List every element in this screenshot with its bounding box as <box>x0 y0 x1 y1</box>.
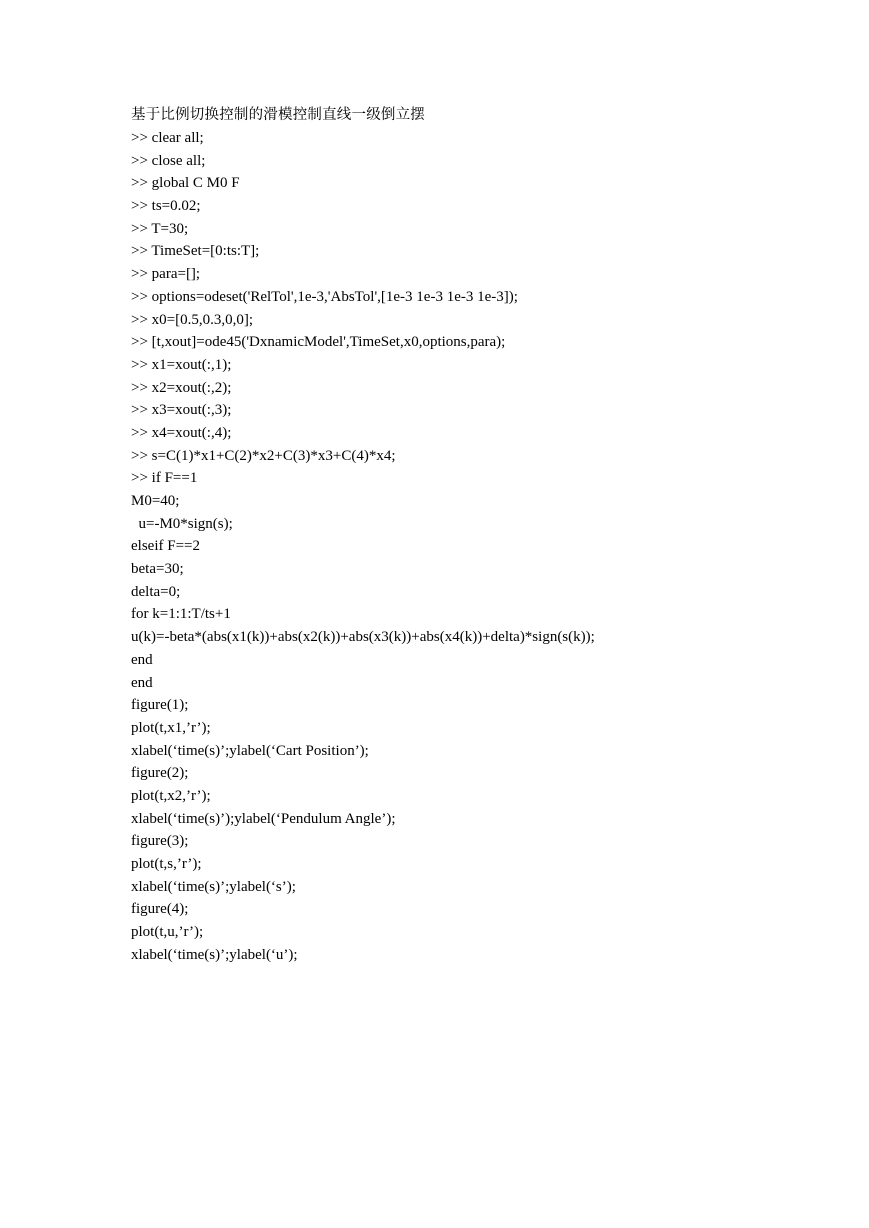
code-line: end <box>131 651 153 668</box>
code-line: figure(3); <box>131 833 189 850</box>
code-line: u(k)=-beta*(abs(x1(k))+abs(x2(k))+abs(x3(k))+abs(x4(k))+delta)*sign(s(k)); <box>131 629 595 646</box>
code-line: xlabel(‘time(s)’);ylabel(‘Pendulum Angle’); <box>131 810 396 827</box>
code-line: >> x2=xout(:,2); <box>131 379 232 396</box>
code-listing <box>131 127 851 966</box>
code-line: >> global C M0 F <box>131 175 240 192</box>
code-line: M0=40; <box>131 493 180 509</box>
code-line: >> x4=xout(:,4); <box>131 424 232 441</box>
code-line: plot(t,s,’r’); <box>131 856 202 872</box>
document-body <box>131 104 851 966</box>
code-line: >> ts=0.02; <box>131 198 201 215</box>
code-line: delta=0; <box>131 583 181 600</box>
code-line: >> x0=[0.5,0.3,0,0]; <box>131 311 254 328</box>
code-line: for k=1:1:T/ts+1 <box>131 606 231 623</box>
code-line: elseif F==2 <box>131 538 200 555</box>
code-line: plot(t,u,’r’); <box>131 924 204 941</box>
code-line: xlabel(‘time(s)’;ylabel(‘Cart Position’); <box>131 742 369 759</box>
code-line: >> TimeSet=[0:ts:T]; <box>131 243 260 260</box>
code-line: plot(t,x2,’r’); <box>131 787 211 804</box>
code-line: >> if F==1 <box>131 470 198 487</box>
code-line: >> x1=xout(:,1); <box>131 356 232 373</box>
code-line: end <box>131 674 153 691</box>
code-line: >> s=C(1)*x1+C(2)*x2+C(3)*x3+C(4)*x4; <box>131 447 396 464</box>
code-line: xlabel(‘time(s)’;ylabel(‘s’); <box>131 878 296 895</box>
code-line: plot(t,x1,’r’); <box>131 719 211 736</box>
code-line: beta=30; <box>131 561 184 578</box>
code-line: >> [t,xout]=ode45('DxnamicModel',TimeSet,x0,options,para); <box>131 334 506 351</box>
code-line: >> close all; <box>131 152 206 169</box>
document-title: 基于比例切换控制的滑模控制直线一级倒立摆 <box>131 107 425 123</box>
code-line: >> clear all; <box>131 130 204 146</box>
code-line: >> options=odeset('RelTol',1e-3,'AbsTol',[1e-3 1e-3 1e-3 1e-3]); <box>131 288 518 305</box>
code-line: u=-M0*sign(s); <box>131 515 233 532</box>
code-line: >> T=30; <box>131 220 189 237</box>
code-line: figure(2); <box>131 765 189 782</box>
code-line: figure(4); <box>131 901 189 918</box>
code-line: figure(1); <box>131 697 189 714</box>
code-line: >> x3=xout(:,3); <box>131 402 232 419</box>
code-line: >> para=[]; <box>131 266 201 283</box>
code-line: xlabel(‘time(s)’;ylabel(‘u’); <box>131 946 298 963</box>
